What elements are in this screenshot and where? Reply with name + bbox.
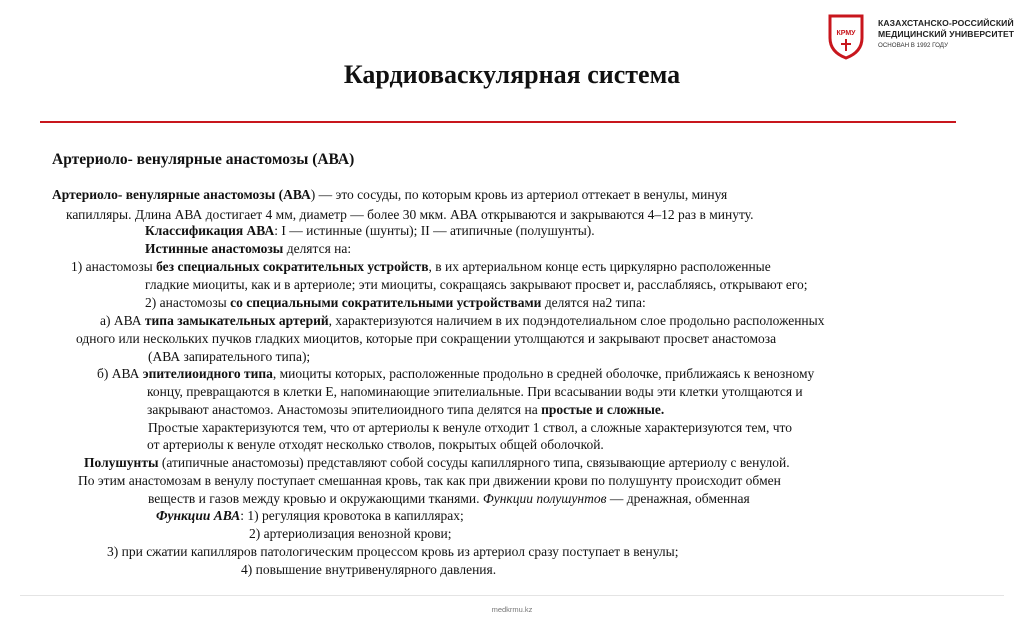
body-line xyxy=(148,419,792,437)
text-run: , в их артериальном конце есть циркулярно расположенные xyxy=(428,259,771,274)
text-run: , характеризуются наличием в их подэндотелиальном слое продольно расположенных xyxy=(328,313,825,328)
text-run: Истинные анастомозы xyxy=(145,241,284,256)
text-run: (атипичные анастомозы) представляют собой сосуды капиллярного типа, связывающие артериолу с венулой. xyxy=(158,455,790,470)
text-run: Артериоло- венулярные анастомозы (АВА xyxy=(52,187,311,202)
body-line xyxy=(147,401,664,419)
founded-text: ОСНОВАН В 1992 ГОДУ xyxy=(878,42,948,49)
text-run: закрывают анастомоз. Анастомозы эпителиоидного типа делятся на xyxy=(147,402,542,417)
text-run: : 1) регуляция кровотока в капиллярах; xyxy=(240,508,464,523)
body-line xyxy=(52,186,727,204)
body-line xyxy=(241,561,496,579)
text-run: 3) при сжатии капилляров патологическим процессом кровь из артериол сразу поступает в венулы; xyxy=(107,544,679,559)
body-line xyxy=(107,543,678,561)
text-run: Классификация АВА xyxy=(145,223,275,238)
body-line xyxy=(148,490,750,508)
text-run: 4) повышение внутривенулярного давления. xyxy=(241,562,497,577)
text-run: простые и сложные. xyxy=(541,402,665,417)
text-run: , миоциты которых, расположенные продольно в средней оболочке, приближаясь к венозному xyxy=(272,366,815,381)
text-run: от артериолы к венуле отходят несколько стволов, покрытых общей оболочкой. xyxy=(147,437,604,452)
footer-site: medkrmu.kz xyxy=(491,605,533,614)
body-line xyxy=(145,240,351,258)
text-run: делятся на: xyxy=(283,241,352,256)
body-line xyxy=(145,294,646,312)
body-line xyxy=(156,507,464,525)
text-run: гладкие миоциты, как и в артериоле; эти миоциты, сокращаясь закрывают просвет и, расслабляясь, открывают его; xyxy=(145,277,808,292)
body-line xyxy=(249,525,452,543)
logo-text: КРМУ xyxy=(836,30,856,37)
text-run: (АВА запирательного типа); xyxy=(148,349,311,364)
text-run: Полушунты xyxy=(84,455,159,470)
body-line xyxy=(97,365,814,383)
text-run: капилляры. Длина АВА достигает 4 мм, диаметр — более 30 мкм. АВА открываются и закрываются 4–12 раз в минуту. xyxy=(66,207,754,222)
body-line xyxy=(84,454,790,472)
text-run: концу, превращаются в клетки Е, напоминающие эпителиальные. При всасывании воды эти клетки утолщаются и xyxy=(147,384,803,399)
text-run: 1) анастомозы xyxy=(71,259,157,274)
body-line xyxy=(71,258,771,276)
text-run: одного или нескольких пучков гладких миоцитов, которые при сокращении утолщаются и закрывают просвет анастомоза xyxy=(76,331,777,346)
text-run: 2) артериолизация венозной крови; xyxy=(249,526,452,541)
body-line xyxy=(148,348,310,366)
text-run: Функции АВА xyxy=(156,508,241,523)
slide-title: Кардиоваскулярная система xyxy=(343,60,681,89)
text-run: типа замыкательных артерий xyxy=(144,313,329,328)
text-run: ) — это сосуды, по которым кровь из артериол оттекает в венулы, минуя xyxy=(310,187,728,202)
body-line xyxy=(76,330,776,348)
text-run: б) АВА xyxy=(97,366,143,381)
university-logo xyxy=(826,14,866,60)
text-run: Простые характеризуются тем, что от артериолы к венуле отходит 1 ствол, а сложные характеризуются тем, что xyxy=(148,420,793,435)
footer-divider xyxy=(20,595,1004,596)
text-run: веществ и газов между кровью и окружающими тканями. xyxy=(148,491,483,506)
title-divider xyxy=(40,121,956,123)
text-run: — дренажная, обменная xyxy=(606,491,750,506)
text-run: а) АВА xyxy=(100,313,145,328)
university-name xyxy=(878,18,1014,51)
text-run: По этим анастомозам в венулу поступает смешанная кровь, так как при движении крови по полушунту происходит обмен xyxy=(78,473,781,488)
body-line xyxy=(147,383,803,401)
body-line xyxy=(100,312,824,330)
text-run: со специальными сократительными устройствами xyxy=(230,295,542,310)
section-heading: Артериоло- венулярные анастомозы (АВА) xyxy=(52,151,355,168)
text-run: без специальных сократительных устройств xyxy=(156,259,429,274)
text-run: делятся на2 типа: xyxy=(541,295,646,310)
body-line xyxy=(147,436,604,454)
body-line xyxy=(145,276,808,294)
university-line-2: МЕДИЦИНСКИЙ УНИВЕРСИТЕТ xyxy=(878,29,1015,39)
university-line-1: КАЗАХСТАНСКО-РОССИЙСКИЙ xyxy=(878,18,1014,28)
body-line xyxy=(78,472,781,490)
text-run: : I — истинные (шунты); II — атипичные (полушунты). xyxy=(274,223,595,238)
text-run: Функции полушунтов xyxy=(482,491,607,506)
text-run: эпителиоидного типа xyxy=(142,366,273,381)
body-line xyxy=(145,222,595,240)
text-run: 2) анастомозы xyxy=(145,295,231,310)
